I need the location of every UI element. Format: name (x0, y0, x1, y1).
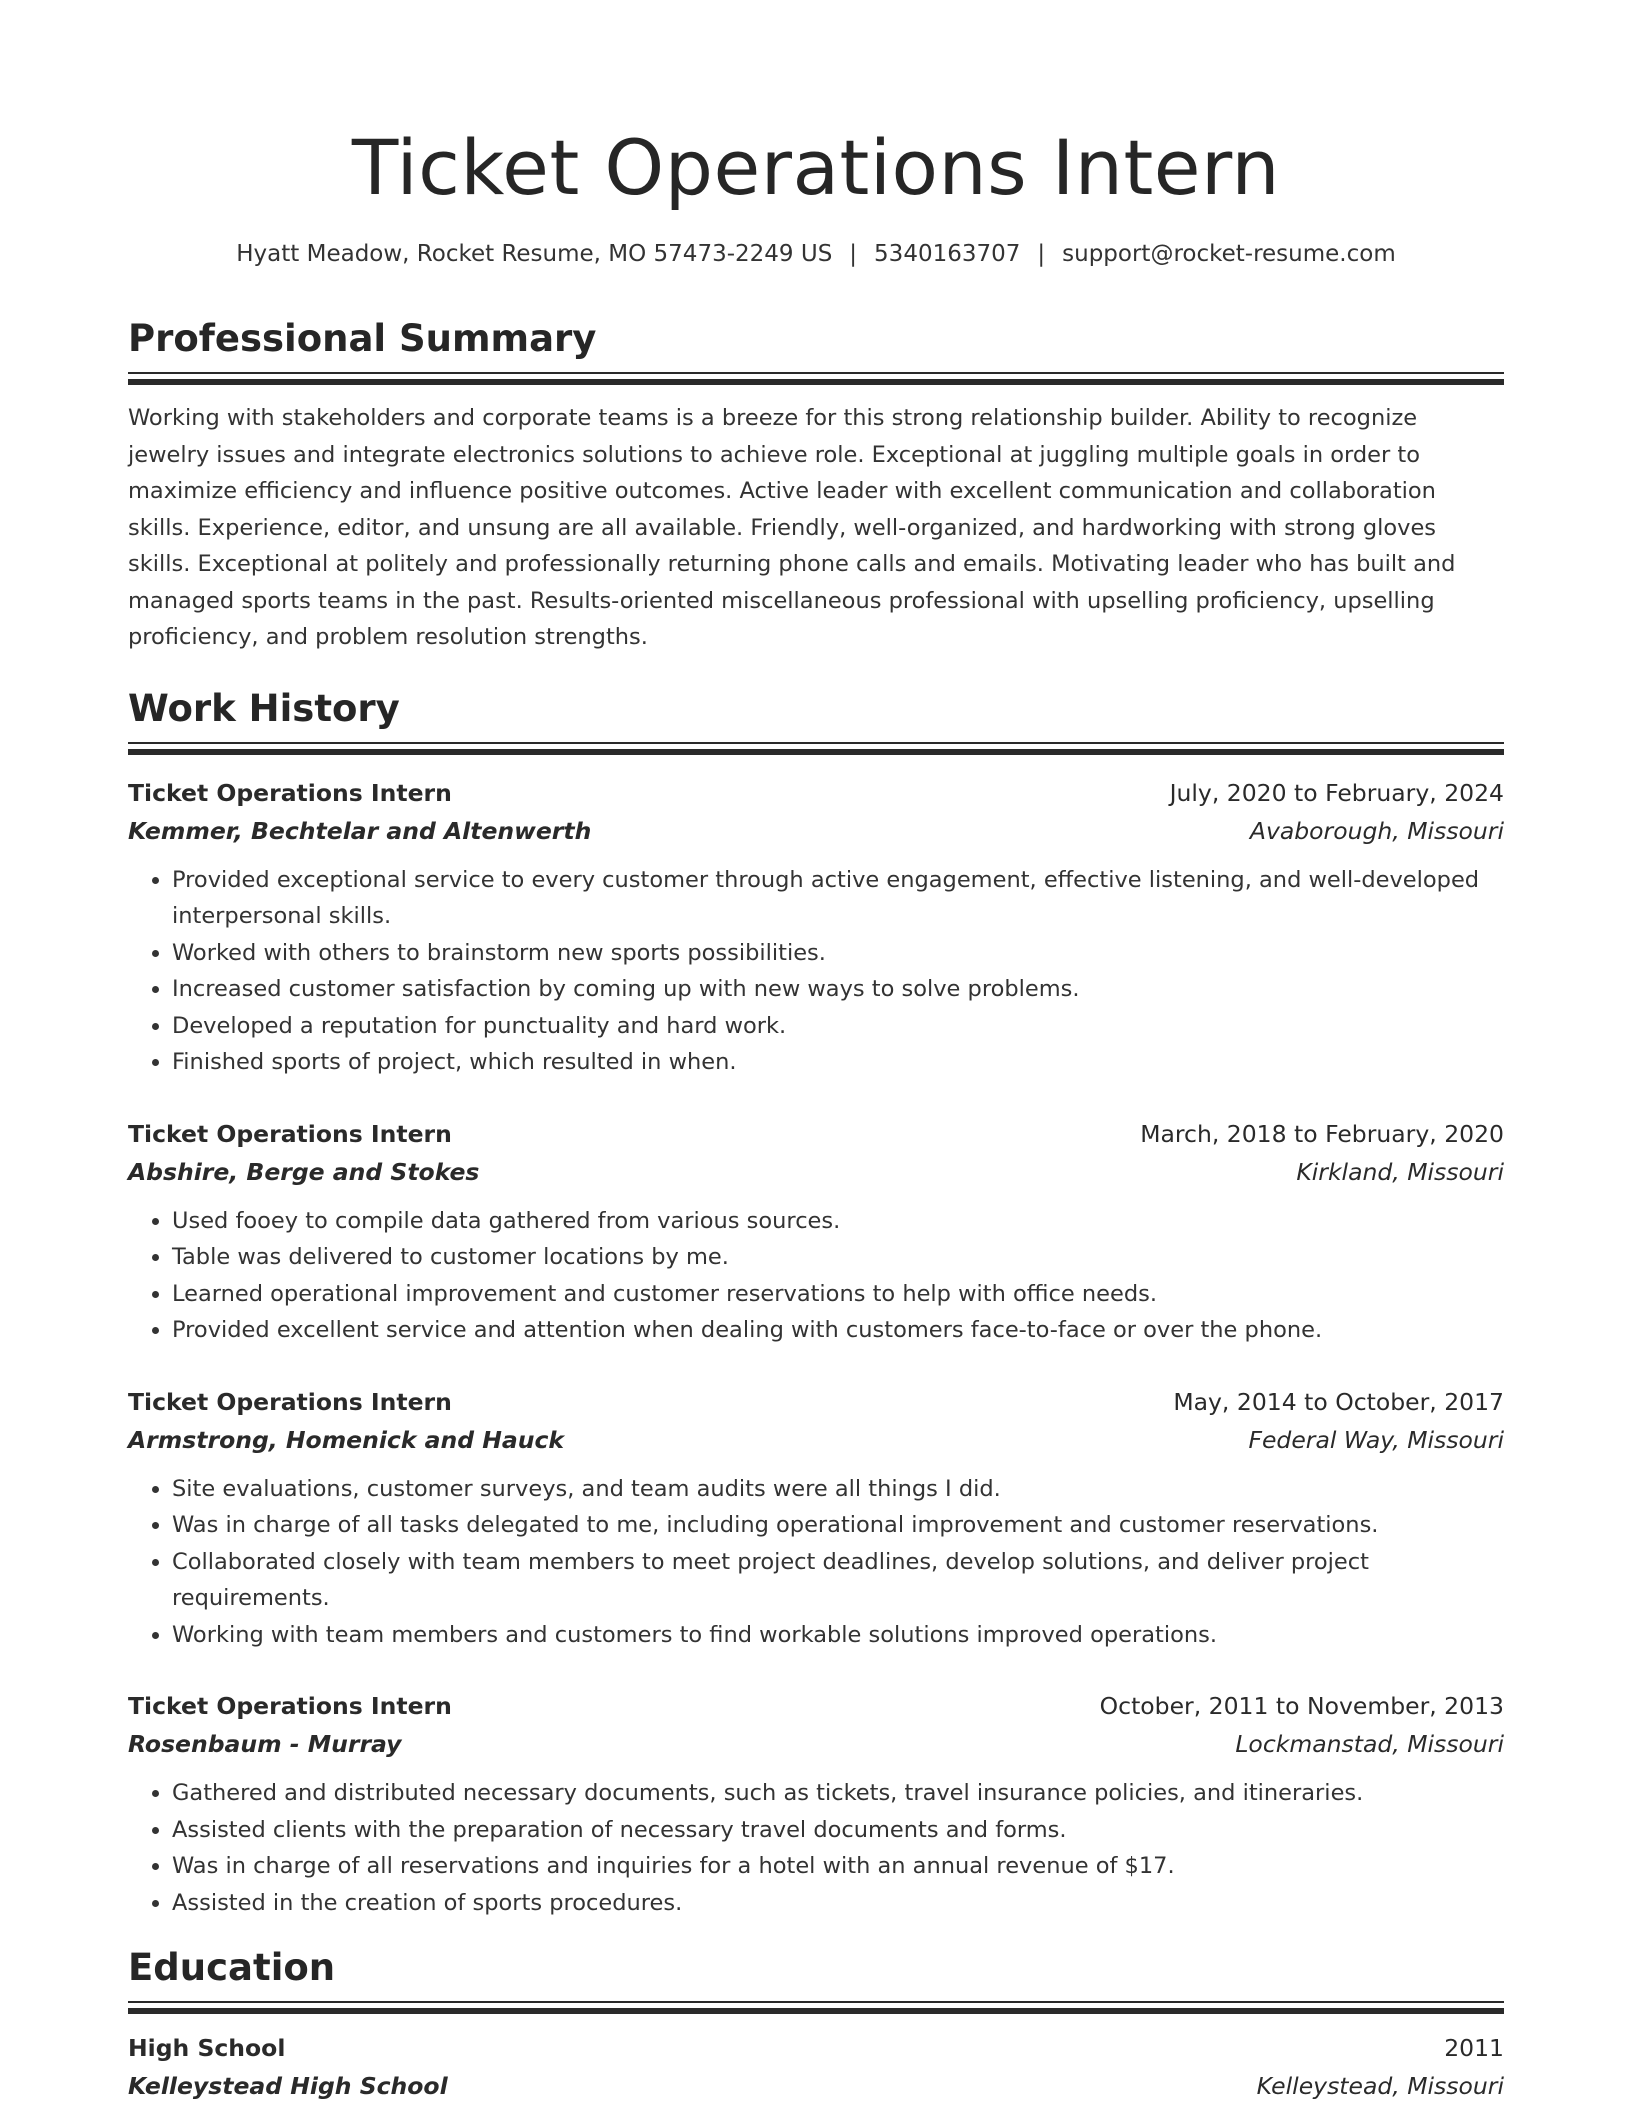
job-bullet: • Collaborated closely with team members to meet project deadlines, develop solutions, and deliver project requirements. (172, 1544, 1504, 1617)
job-header-row (128, 1383, 1504, 1421)
job-entry (128, 1383, 1504, 1654)
job-entry (128, 1687, 1504, 1921)
job-dates: October, 2011 to November, 2013 (1099, 1692, 1504, 1720)
job-bullet: • Provided excellent service and attention when dealing with customers face-to-face or over the phone. (172, 1312, 1504, 1349)
resume-title: Ticket Operations Intern (351, 123, 1281, 212)
job-location: Avaborough, Missouri (1249, 816, 1504, 845)
job-bullet: • Finished sports of project, which resulted in when. (172, 1044, 1504, 1081)
job-bullet: • Was in charge of all reservations and inquiries for a hotel with an annual revenue of $17. (172, 1848, 1504, 1885)
job-bullets (128, 862, 1504, 1081)
job-title: Ticket Operations Intern (128, 778, 452, 807)
job-bullet: • Assisted clients with the preparation of necessary travel documents and forms. (172, 1812, 1504, 1849)
work-history-section (128, 686, 1504, 1922)
job-dates: July, 2020 to February, 2024 (1169, 778, 1504, 807)
job-location: Federal Way, Missouri (1248, 1425, 1504, 1454)
education-degree: High School (128, 2034, 286, 2062)
job-bullet: • Increased customer satisfaction by coming up with new ways to solve problems. (172, 971, 1504, 1008)
job-company: Kemmer, Bechtelar and Altenwerth (128, 816, 592, 845)
job-location: Kirkland, Missouri (1296, 1157, 1504, 1186)
job-bullet: • Was in charge of all tasks delegated to me, including operational improvement and customer reservations. (172, 1507, 1504, 1544)
section-divider (128, 372, 1504, 386)
summary-heading: Professional Summary (128, 317, 597, 360)
education-location: Kelleystead, Missouri (1256, 2072, 1504, 2100)
job-company-row (128, 1421, 1504, 1459)
job-title: Ticket Operations Intern (128, 1692, 452, 1720)
job-bullets (128, 1775, 1504, 1921)
contact-line (128, 238, 1504, 270)
section-divider (128, 2001, 1504, 2015)
contact-email: support@rocket-resume.com (1062, 241, 1396, 267)
job-bullet: • Learned operational improvement and customer reservations to help with office needs. (172, 1276, 1504, 1313)
job-bullet: • Assisted in the creation of sports procedures. (172, 1885, 1504, 1922)
job-location: Lockmanstad, Missouri (1235, 1730, 1504, 1758)
job-bullet: • Used fooey to compile data gathered from various sources. (172, 1203, 1504, 1240)
job-header-row (128, 774, 1504, 812)
education-entry (128, 2029, 1504, 2105)
education-school-row (128, 2067, 1504, 2105)
work-history-heading: Work History (128, 686, 400, 730)
job-company-row (128, 1725, 1504, 1763)
job-bullet: • Gathered and distributed necessary documents, such as tickets, travel insurance policies, and itineraries. (172, 1775, 1504, 1812)
job-title: Ticket Operations Intern (128, 1119, 452, 1148)
job-bullet: • Provided exceptional service to every customer through active engagement, effective listening, and well-developed interpersonal skills. (172, 862, 1504, 935)
summary-section (128, 316, 1504, 656)
job-bullet: • Site evaluations, customer surveys, and team audits were all things I did. (172, 1471, 1504, 1508)
education-heading: Education (128, 1946, 336, 1989)
job-dates: May, 2014 to October, 2017 (1173, 1387, 1504, 1416)
job-bullet: • Developed a reputation for punctuality and hard work. (172, 1008, 1504, 1045)
job-company: Rosenbaum - Murray (128, 1730, 402, 1758)
resume-page (128, 0, 1504, 2105)
education-year: 2011 (1444, 2034, 1504, 2062)
job-bullet: • Table was delivered to customer locations by me. (172, 1239, 1504, 1276)
job-bullet: • Worked with others to brainstorm new sports possibilities. (172, 935, 1504, 972)
job-bullets (128, 1471, 1504, 1654)
summary-text: Working with stakeholders and corporate teams is a breeze for this strong relationship builder. Ability to recognize jewelry issues and integrate electronics solutions to achieve role. Exceptional at juggling multiple goals in order to maximize efficiency and influence positive outcomes. Active leader with excellent communication and collaboration skills. Experience, editor, and unsung are all available. Friendly, well-organized, and hardworking with strong gloves skills. Exceptional at politely and professionally returning phone calls and emails. Motivating leader who has built and managed sports teams in the past. Results-oriented miscellaneous professional with upselling proficiency, upselling proficiency, and problem resolution strengths. (128, 405, 1456, 650)
job-header-row (128, 1687, 1504, 1725)
job-company-row (128, 812, 1504, 850)
job-company: Armstrong, Homenick and Hauck (128, 1425, 565, 1454)
job-company-row (128, 1153, 1504, 1191)
job-bullet: • Working with team members and customers to find workable solutions improved operations. (172, 1617, 1504, 1654)
education-school: Kelleystead High School (128, 2072, 448, 2100)
section-divider (128, 742, 1504, 756)
job-company: Abshire, Berge and Stokes (128, 1157, 480, 1186)
job-entry (128, 1115, 1504, 1349)
job-title: Ticket Operations Intern (128, 1387, 452, 1416)
job-entry (128, 774, 1504, 1081)
education-section (128, 1945, 1504, 2105)
contact-phone: 5340163707 (874, 241, 1021, 267)
education-header-row (128, 2029, 1504, 2067)
contact-separator: | (1037, 241, 1046, 267)
job-bullets (128, 1203, 1504, 1349)
contact-separator: | (849, 241, 858, 267)
job-dates: March, 2018 to February, 2020 (1140, 1119, 1504, 1148)
job-header-row (128, 1115, 1504, 1153)
contact-address: Hyatt Meadow, Rocket Resume, MO 57473-2249 US (236, 241, 833, 267)
